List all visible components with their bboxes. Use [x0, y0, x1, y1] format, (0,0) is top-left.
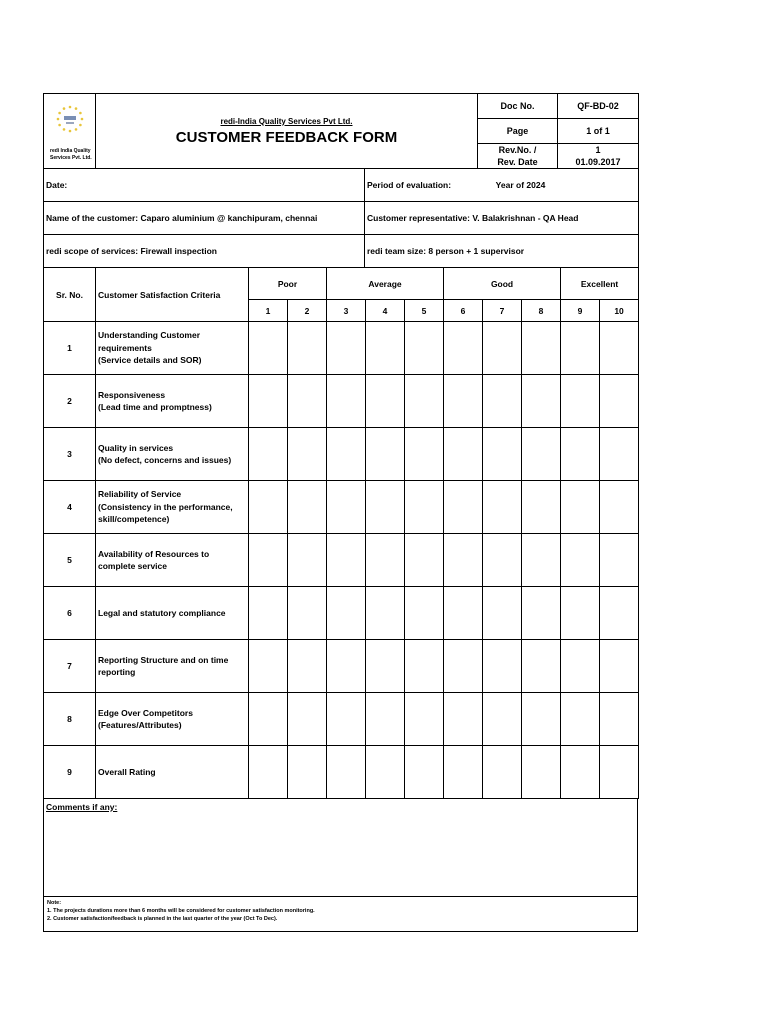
- score-header: 7: [483, 300, 522, 322]
- rating-cell[interactable]: [561, 534, 600, 587]
- sr-no-cell: 1: [44, 322, 96, 375]
- rating-cell[interactable]: [600, 640, 639, 693]
- rating-cell[interactable]: [522, 322, 561, 375]
- rating-cell[interactable]: [327, 322, 366, 375]
- scope-field[interactable]: redi scope of services: Firewall inspection: [44, 235, 365, 268]
- rating-cell[interactable]: [405, 746, 444, 799]
- rating-cell[interactable]: [249, 428, 288, 481]
- rating-cell[interactable]: [600, 693, 639, 746]
- note-line-2: 2. Customer satisfaction/feedback is planned in the last quarter of the year (Oct To Dec).: [47, 916, 278, 922]
- rating-cell[interactable]: [366, 693, 405, 746]
- company-logo-icon: [55, 104, 85, 134]
- rating-cell[interactable]: [327, 534, 366, 587]
- sr-no-cell: 4: [44, 481, 96, 534]
- rating-cell[interactable]: [288, 322, 327, 375]
- criteria-cell: Understanding Customer requirements (Service details and SOR): [96, 322, 249, 375]
- sr-no-cell: 8: [44, 693, 96, 746]
- rating-cell[interactable]: [327, 693, 366, 746]
- rating-cell[interactable]: [405, 481, 444, 534]
- rating-cell[interactable]: [483, 640, 522, 693]
- period-label: Period of evaluation:: [367, 180, 452, 190]
- rating-cell[interactable]: [249, 640, 288, 693]
- rating-cell[interactable]: [522, 746, 561, 799]
- criteria-cell: Reliability of Service (Consistency in the performance, skill/competence): [96, 481, 249, 534]
- doc-no-label: Doc No.: [478, 94, 558, 119]
- rating-cell[interactable]: [288, 375, 327, 428]
- rating-cell[interactable]: [561, 746, 600, 799]
- rating-cell[interactable]: [444, 534, 483, 587]
- rating-cell[interactable]: [327, 428, 366, 481]
- customer-representative-field[interactable]: Customer representative: V. Balakrishnan - QA Head: [365, 202, 639, 235]
- form-title: CUSTOMER FEEDBACK FORM: [175, 128, 398, 146]
- rating-cell[interactable]: [444, 481, 483, 534]
- score-header: 4: [366, 300, 405, 322]
- form-info: [43, 168, 639, 268]
- rating-cell[interactable]: [327, 746, 366, 799]
- sr-no-cell: 2: [44, 375, 96, 428]
- rating-cell[interactable]: [288, 534, 327, 587]
- rating-cell[interactable]: [444, 587, 483, 640]
- score-header: 9: [561, 300, 600, 322]
- date-field[interactable]: Date:: [44, 169, 365, 202]
- sr-no-cell: 3: [44, 428, 96, 481]
- rating-cell[interactable]: [600, 587, 639, 640]
- criteria-cell: Edge Over Competitors (Features/Attributes): [96, 693, 249, 746]
- group-excellent: Excellent: [561, 268, 639, 300]
- company-name: redi-India Quality Services Pvt Ltd.: [220, 116, 353, 126]
- rev-no-value: 1: [595, 145, 601, 155]
- rating-cell[interactable]: [405, 322, 444, 375]
- score-header: 10: [600, 300, 639, 322]
- rating-table: [43, 267, 639, 799]
- rating-cell[interactable]: [561, 322, 600, 375]
- rev-date-value: 01.09.2017: [575, 157, 621, 167]
- period-value: Year of 2024: [495, 180, 546, 190]
- sr-no-cell: 5: [44, 534, 96, 587]
- rating-cell[interactable]: [249, 534, 288, 587]
- rating-cell[interactable]: [600, 322, 639, 375]
- rating-cell[interactable]: [366, 746, 405, 799]
- rating-cell[interactable]: [405, 375, 444, 428]
- criteria-header: Customer Satisfaction Criteria: [96, 268, 249, 322]
- rating-cell[interactable]: [249, 481, 288, 534]
- logo-cell: [44, 94, 96, 169]
- notes-box: [43, 896, 638, 932]
- rating-cell[interactable]: [366, 481, 405, 534]
- rating-cell[interactable]: [522, 587, 561, 640]
- rating-cell[interactable]: [483, 375, 522, 428]
- rating-cell[interactable]: [249, 322, 288, 375]
- sr-no-header: Sr. No.: [44, 268, 96, 322]
- criteria-cell: Quality in services (No defect, concerns and issues): [96, 428, 249, 481]
- rating-cell[interactable]: [483, 693, 522, 746]
- table-row: [44, 587, 639, 640]
- note-label: Note:: [47, 900, 62, 906]
- table-row: [44, 746, 639, 799]
- rating-cell[interactable]: [327, 481, 366, 534]
- note-line-1: 1. The projects durations more than 6 months will be considered for customer satisfaction monitoring.: [47, 908, 315, 914]
- rating-cell[interactable]: [288, 640, 327, 693]
- criteria-cell: Overall Rating: [96, 746, 249, 799]
- rating-cell[interactable]: [366, 428, 405, 481]
- score-header: 3: [327, 300, 366, 322]
- rating-cell[interactable]: [561, 428, 600, 481]
- rating-cell[interactable]: [249, 746, 288, 799]
- rating-cell[interactable]: [366, 587, 405, 640]
- title-cell: [96, 94, 478, 169]
- rating-cell[interactable]: [288, 428, 327, 481]
- rating-cell[interactable]: [600, 746, 639, 799]
- rating-cell[interactable]: [522, 534, 561, 587]
- rating-cell[interactable]: [249, 375, 288, 428]
- group-average: Average: [327, 268, 444, 300]
- rating-cell[interactable]: [444, 693, 483, 746]
- period-field[interactable]: [365, 169, 639, 202]
- page-value: 1 of 1: [558, 119, 639, 144]
- rating-cell[interactable]: [444, 375, 483, 428]
- sr-no-cell: 9: [44, 746, 96, 799]
- rating-cell[interactable]: [405, 587, 444, 640]
- rating-cell[interactable]: [522, 693, 561, 746]
- feedback-form: [43, 93, 638, 932]
- rating-cell[interactable]: [405, 693, 444, 746]
- rating-cell[interactable]: [561, 375, 600, 428]
- rev-date-label: Rev. Date: [497, 157, 538, 167]
- rating-cell[interactable]: [366, 322, 405, 375]
- rating-cell[interactable]: [483, 534, 522, 587]
- table-row: [44, 534, 639, 587]
- table-row: [44, 428, 639, 481]
- rev-no-label: Rev.No. /: [498, 145, 537, 155]
- rating-cell[interactable]: [561, 587, 600, 640]
- rating-cell[interactable]: [600, 481, 639, 534]
- rev-value: [558, 144, 639, 169]
- score-header: 5: [405, 300, 444, 322]
- rating-cell[interactable]: [249, 587, 288, 640]
- comments-box[interactable]: [43, 799, 638, 897]
- rating-cell[interactable]: [327, 640, 366, 693]
- criteria-cell: Availability of Resources to complete service: [96, 534, 249, 587]
- sr-no-cell: 7: [44, 640, 96, 693]
- score-header: 2: [288, 300, 327, 322]
- rating-cell[interactable]: [444, 322, 483, 375]
- logo-org-name: redi India Quality Services Pvt. Ltd.: [50, 148, 92, 161]
- rating-cell[interactable]: [522, 640, 561, 693]
- rating-cell[interactable]: [600, 375, 639, 428]
- rating-cell[interactable]: [522, 481, 561, 534]
- criteria-cell: Responsiveness (Lead time and promptness): [96, 375, 249, 428]
- group-good: Good: [444, 268, 561, 300]
- table-row: [44, 322, 639, 375]
- rating-cell[interactable]: [327, 375, 366, 428]
- page-label: Page: [478, 119, 558, 144]
- rating-cell[interactable]: [444, 428, 483, 481]
- rating-cell[interactable]: [366, 534, 405, 587]
- rating-cell[interactable]: [444, 746, 483, 799]
- table-row: [44, 693, 639, 746]
- rating-cell[interactable]: [600, 428, 639, 481]
- rating-cell[interactable]: [561, 640, 600, 693]
- doc-no-value: QF-BD-02: [558, 94, 639, 119]
- rating-cell[interactable]: [288, 693, 327, 746]
- customer-name-field[interactable]: Name of the customer: Caparo aluminium @ kanchipuram, chennai: [44, 202, 365, 235]
- criteria-cell: Reporting Structure and on time reporting: [96, 640, 249, 693]
- rating-cell[interactable]: [483, 746, 522, 799]
- rating-cell[interactable]: [600, 534, 639, 587]
- rating-cell[interactable]: [405, 640, 444, 693]
- rating-cell[interactable]: [327, 587, 366, 640]
- rating-cell[interactable]: [366, 375, 405, 428]
- rating-cell[interactable]: [288, 481, 327, 534]
- rating-cell[interactable]: [522, 428, 561, 481]
- score-header: 8: [522, 300, 561, 322]
- rating-cell[interactable]: [483, 428, 522, 481]
- table-row: [44, 375, 639, 428]
- rating-cell[interactable]: [405, 534, 444, 587]
- rating-cell[interactable]: [288, 587, 327, 640]
- rating-cell[interactable]: [483, 587, 522, 640]
- rating-cell[interactable]: [366, 640, 405, 693]
- rating-cell[interactable]: [405, 428, 444, 481]
- rating-cell[interactable]: [444, 640, 483, 693]
- rating-rows: [44, 322, 639, 799]
- score-header: 1: [249, 300, 288, 322]
- rev-label: [478, 144, 558, 169]
- criteria-cell: Legal and statutory compliance: [96, 587, 249, 640]
- rating-cell[interactable]: [522, 375, 561, 428]
- table-row: [44, 481, 639, 534]
- table-row: [44, 640, 639, 693]
- rating-cell[interactable]: [483, 481, 522, 534]
- team-size-field[interactable]: redi team size: 8 person + 1 supervisor: [365, 235, 639, 268]
- rating-cell[interactable]: [561, 481, 600, 534]
- group-poor: Poor: [249, 268, 327, 300]
- rating-cell[interactable]: [288, 746, 327, 799]
- form-header: [43, 93, 639, 169]
- rating-cell[interactable]: [561, 693, 600, 746]
- rating-cell[interactable]: [483, 322, 522, 375]
- sr-no-cell: 6: [44, 587, 96, 640]
- comments-label: Comments if any:: [46, 802, 118, 812]
- rating-cell[interactable]: [249, 693, 288, 746]
- score-header: 6: [444, 300, 483, 322]
